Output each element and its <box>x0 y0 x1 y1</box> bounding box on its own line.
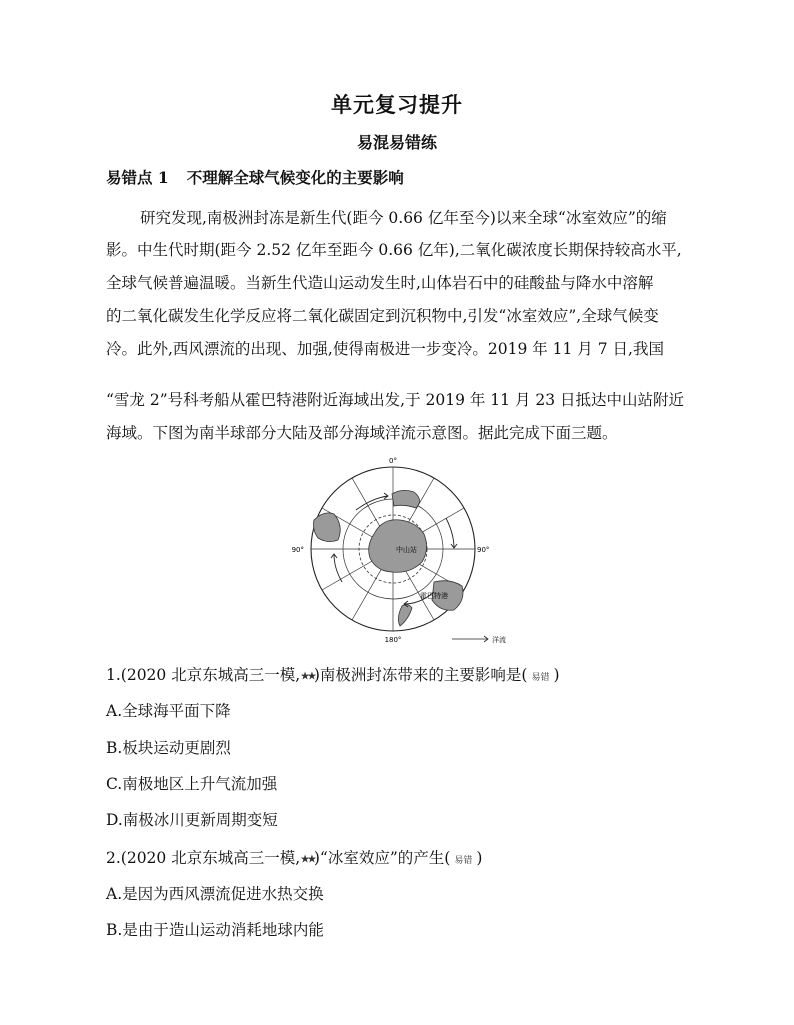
difficulty-stars-icon: ★★ <box>300 852 314 866</box>
q2-suffix: )“冰室效应”的产生( <box>313 849 451 867</box>
lon-label-0: 0° <box>389 457 397 465</box>
passage-line-7: 海域。下图为南半球部分大陆及部分海域洋流示意图。据此完成下面三题。 <box>106 424 618 442</box>
passage-line-4: 的二氧化碳发生化学反应将二氧化碳固定到沉积物中,引发“冰室效应”,全球气候变 <box>106 307 659 325</box>
q2-tag: 易错 <box>454 855 473 866</box>
q2-option-b: B.是由于造山运动消耗地球内能 <box>106 921 324 939</box>
error-point-heading <box>106 166 404 188</box>
q1-suffix: )南极洲封冻带来的主要影响是( <box>313 666 528 684</box>
passage-line-5: 冷。此外,西风漂流的出现、加强,使得南极进一步变冷。2019 年 11 月 7 日,我国 <box>106 340 664 358</box>
africa-landmass <box>392 490 420 508</box>
south-america-landmass <box>314 513 341 542</box>
passage-line-6: “雪龙 2”号科考船从霍巴特港附近海域出发,于 2019 年 11 月 23 日抵达中山站附近 <box>106 391 685 409</box>
q1-tag: 易错 <box>531 672 550 683</box>
page-title: 单元复习提升 <box>331 92 463 117</box>
q1-option-a: A.全球海平面下降 <box>106 702 231 720</box>
legend-label: 洋流 <box>492 636 506 644</box>
passage-line-2: 影。中生代时期(距今 2.52 亿年至距今 0.66 亿年),二氧化碳浓度长期保持较高水平, <box>106 241 682 259</box>
lon-label-180: 180° <box>384 636 402 644</box>
section-subtitle: 易混易错练 <box>356 133 437 152</box>
difficulty-stars-icon: ★★ <box>300 669 314 683</box>
question-1-stem <box>106 663 560 685</box>
lon-label-east: 90° <box>477 546 490 554</box>
q1-prefix: 1.(2020 北京东城高三一模, <box>106 666 301 684</box>
q2-option-a: A.是因为西风漂流促进水热交换 <box>106 885 324 903</box>
error-point-text: 不理解全球气候变化的主要影响 <box>186 168 404 187</box>
q1-close: ) <box>553 666 560 684</box>
southern-hemisphere-ocean-current-map <box>284 454 520 644</box>
port-label: 霍巴特港 <box>420 592 448 600</box>
q1-option-c: C.南极地区上升气流加强 <box>106 775 278 793</box>
lon-label-west: 90° <box>291 546 304 554</box>
error-point-label: 易错点 1 <box>106 168 169 187</box>
q2-close: ) <box>476 849 483 867</box>
q1-option-d: D.南极冰川更新周期变短 <box>106 811 278 829</box>
station-label: 中山站 <box>396 546 417 554</box>
question-2-stem <box>106 846 482 868</box>
passage-line-1: 研究发现,南极洲封冻是新生代(距今 0.66 亿年至今)以来全球“冰室效应”的缩 <box>140 209 667 227</box>
q1-option-b: B.板块运动更剧烈 <box>106 739 231 757</box>
q2-prefix: 2.(2020 北京东城高三一模, <box>106 849 301 867</box>
passage-line-3: 全球气候普遍温暖。当新生代造山运动发生时,山体岩石中的硅酸盐与降水中溶解 <box>106 274 654 292</box>
